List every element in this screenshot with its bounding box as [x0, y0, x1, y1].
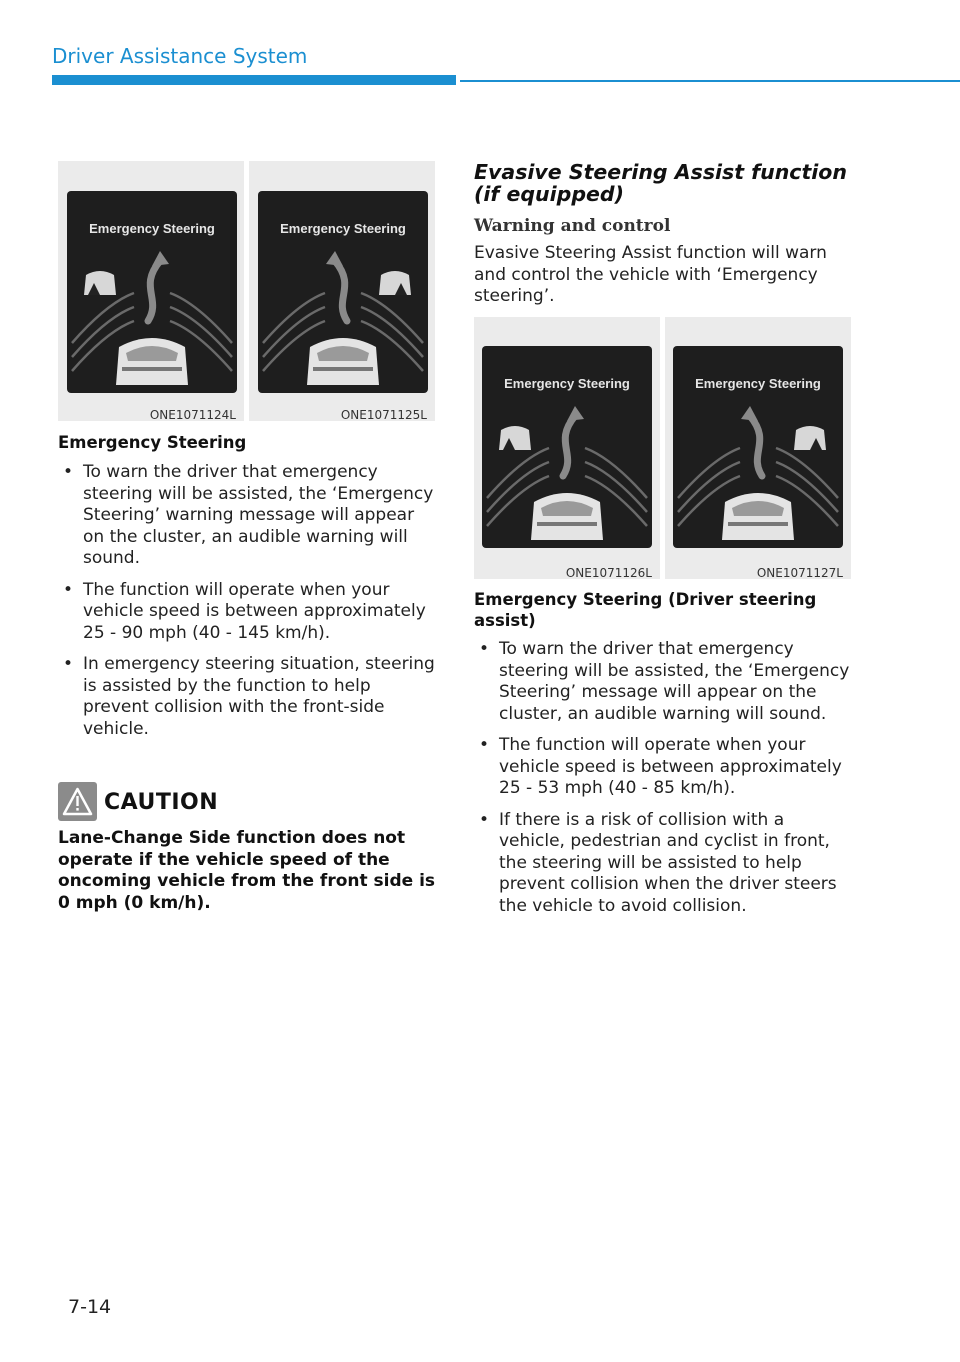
- list-item: • To warn the driver that emergency steering will be assisted, the ‘Emergency Steering’ message will appear on the cluster, an audible warning will sound.: [474, 639, 854, 725]
- emergency-steering-illustration: [665, 317, 851, 579]
- emergency-steering-illustration: [474, 317, 660, 579]
- section-title: Evasive Steering Assist function (if equipped): [474, 160, 847, 206]
- cluster-message: Emergency Steering: [89, 221, 215, 236]
- cluster-message: Emergency Steering: [280, 221, 406, 236]
- steering-arrow: [335, 261, 347, 321]
- running-header: Driver Assistance System: [52, 44, 308, 68]
- right-subheading: Emergency Steering (Driver steering assist): [474, 590, 817, 630]
- arrow-head: [741, 406, 758, 421]
- lane-marking: [487, 448, 549, 498]
- tail-light-bar: [313, 367, 373, 371]
- section-body: Evasive Steering Assist function will warn and control the vehicle with ‘Emergency steering’.: [474, 243, 827, 306]
- figure-ONE1071125L: [249, 161, 435, 421]
- figure-ONE1071124L: [58, 161, 244, 421]
- lane-marking: [678, 448, 740, 498]
- right-figure-row: [474, 317, 851, 579]
- ego-car: [307, 338, 379, 385]
- lane-marking: [72, 293, 134, 343]
- warning-triangle-icon: [58, 782, 97, 821]
- lane-marking: [263, 293, 325, 343]
- list-item: • The function will operate when your vehicle speed is between approximately 25 - 53 mph (40 - 85 km/h).: [474, 735, 854, 800]
- arrow-head: [152, 251, 169, 266]
- left-subheading: Emergency Steering: [58, 433, 247, 452]
- lane-marking: [585, 448, 647, 498]
- lane-marking: [776, 448, 838, 498]
- left-bullet-list: [58, 462, 438, 750]
- lane-marking: [170, 293, 232, 343]
- section-subtitle: Warning and control: [474, 216, 671, 236]
- obstacle-vehicle: [84, 271, 116, 295]
- ego-car: [531, 493, 603, 540]
- steering-arrow: [750, 416, 762, 476]
- header-accent-bar: [52, 75, 456, 85]
- figure-ONE1071127L: [665, 317, 851, 579]
- list-item: • To warn the driver that emergency steering will be assisted, the ‘Emergency Steering’ warning message will appear on the cluster, an audible warning will sound.: [58, 462, 438, 570]
- emergency-steering-illustration: [249, 161, 435, 421]
- ego-car: [722, 493, 794, 540]
- page-number: 7-14: [68, 1296, 112, 1318]
- left-figure-row: [58, 161, 435, 421]
- arrow-head: [326, 251, 343, 266]
- caution-title: CAUTION: [104, 790, 219, 815]
- figure-code: ONE1071124L: [149, 408, 236, 422]
- list-item: • The function will operate when your vehicle speed is between approximately 25 - 90 mph (40 - 145 km/h).: [58, 580, 438, 645]
- figure-code: ONE1071126L: [565, 566, 652, 580]
- cluster-message: Emergency Steering: [504, 376, 630, 391]
- figure-ONE1071126L: [474, 317, 660, 579]
- list-item: • If there is a risk of collision with a vehicle, pedestrian and cyclist in front, the steering will be assisted to help prevent collision when the driver steers the vehicle to avoid collision.: [474, 810, 854, 918]
- tail-light-bar: [728, 522, 788, 526]
- arrow-head: [567, 406, 584, 421]
- list-item: • In emergency steering situation, steering is assisted by the function to help prevent collision with the front-side vehicle.: [58, 654, 438, 740]
- lane-marking: [361, 293, 423, 343]
- tail-light-bar: [537, 522, 597, 526]
- figure-code: ONE1071127L: [756, 566, 843, 580]
- ego-car: [116, 338, 188, 385]
- obstacle-vehicle: [499, 426, 531, 450]
- emergency-steering-illustration: [58, 161, 244, 421]
- header-rule: [460, 80, 960, 82]
- obstacle-vehicle: [794, 426, 826, 450]
- steering-arrow: [563, 416, 575, 476]
- figure-code: ONE1071125L: [340, 408, 427, 422]
- right-bullet-list: [474, 639, 854, 927]
- caution-text: Lane-Change Side function does not operate if the vehicle speed of the oncoming vehicle from the front side is 0 mph (0 km/h).: [58, 828, 436, 913]
- tail-light-bar: [122, 367, 182, 371]
- cluster-message: Emergency Steering: [695, 376, 821, 391]
- obstacle-vehicle: [379, 271, 411, 295]
- steering-arrow: [148, 261, 160, 321]
